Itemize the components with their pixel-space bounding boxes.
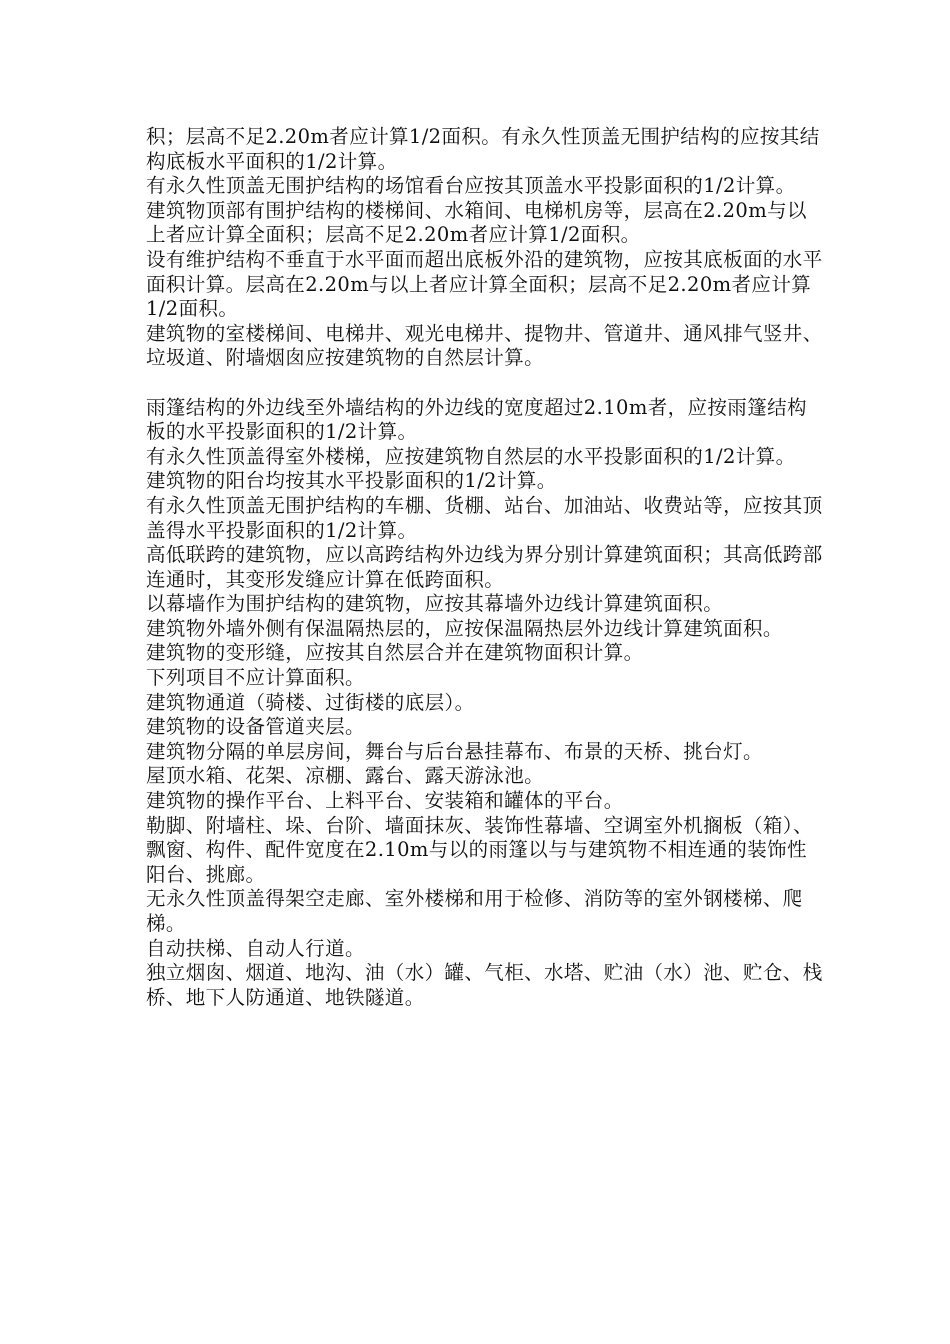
paragraph-22: 自动扶梯、自动人行道。 <box>146 936 365 960</box>
paragraph-11: 以幕墙作为围护结构的建筑物，应按其幕墙外边线计算建筑面积。 <box>146 592 724 616</box>
paragraph-13: 建筑物的变形缝，应按其自然层合并在建筑物面积计算。 <box>146 641 644 665</box>
paragraph-8: 建筑物的阳台均按其水平投影面积的1/2计算。 <box>146 469 557 493</box>
paragraph-12: 建筑物外墙外侧有保温隔热层的，应按保温隔热层外边线计算建筑面积。 <box>146 616 783 640</box>
paragraph-5: 建筑物的室楼梯间、电梯井、观光电梯井、提物井、管道井、通风排气竖井、垃圾道、附墙烟囱应按建筑物的自然层计算。 <box>146 321 823 370</box>
paragraph-20: 勒脚、附墙柱、垛、台阶、墙面抹灰、装饰性幕墙、空调室外机搁板（箱）、飘窗、构件、配件宽度在2.10m与以的雨篷以与与建筑物不相连通的装饰性阳台、挑廊。 <box>146 813 813 886</box>
paragraph-17: 建筑物分隔的单层房间，舞台与后台悬挂幕布、布景的天桥、挑台灯。 <box>146 739 763 763</box>
paragraph-19: 建筑物的操作平台、上料平台、安装箱和罐体的平台。 <box>146 789 624 813</box>
paragraph-16: 建筑物的设备管道夹层。 <box>146 715 365 739</box>
paragraph-14: 下列项目不应计算面积。 <box>146 666 365 690</box>
paragraph-18: 屋顶水箱、花架、凉棚、露台、露天游泳池。 <box>146 764 545 788</box>
paragraph-23: 独立烟囱、烟道、地沟、油（水）罐、气柜、水塔、贮油（水）池、贮仓、栈桥、地下人防通道、地铁隧道。 <box>146 961 823 1009</box>
paragraph-7: 有永久性顶盖得室外楼梯，应按建筑物自然层的水平投影面积的1/2计算。 <box>146 444 796 468</box>
paragraph-4: 设有维护结构不垂直于水平面而超出底板外沿的建筑物，应按其底板面的水平面积计算。层高在2.20m与以上者应计算全面积；层高不足2.20m者应计算1/2面积。 <box>146 247 823 321</box>
paragraph-15: 建筑物通道（骑楼、过街楼的底层）。 <box>146 690 475 714</box>
paragraph-10: 高低联跨的建筑物，应以高跨结构外边线为界分别计算建筑面积；其高低跨部连通时，其变形发缝应计算在低跨面积。 <box>146 543 823 591</box>
blank-line <box>146 371 826 396</box>
document-page <box>146 125 826 1010</box>
paragraph-3: 建筑物顶部有围护结构的楼梯间、水箱间、电梯机房等，层高在2.20m与以上者应计算全面积；层高不足2.20m者应计算1/2面积。 <box>146 198 807 247</box>
paragraph-9: 有永久性顶盖无围护结构的车棚、货棚、站台、加油站、收费站等，应按其顶盖得水平投影面积的1/2计算。 <box>146 493 823 542</box>
paragraph-21: 无永久性顶盖得架空走廊、室外楼梯和用于检修、消防等的室外钢楼梯、爬梯。 <box>146 887 803 935</box>
paragraph-1: 积；层高不足2.20m者应计算1/2面积。有永久性顶盖无围护结构的应按其结构底板水平面积的1/2计算。 <box>146 125 820 173</box>
paragraph-2: 有永久性顶盖无围护结构的场馆看台应按其顶盖水平投影面积的1/2计算。 <box>146 174 796 198</box>
paragraph-6: 雨篷结构的外边线至外墙结构的外边线的宽度超过2.10m者，应按雨篷结构板的水平投影面积的1/2计算。 <box>146 395 807 444</box>
